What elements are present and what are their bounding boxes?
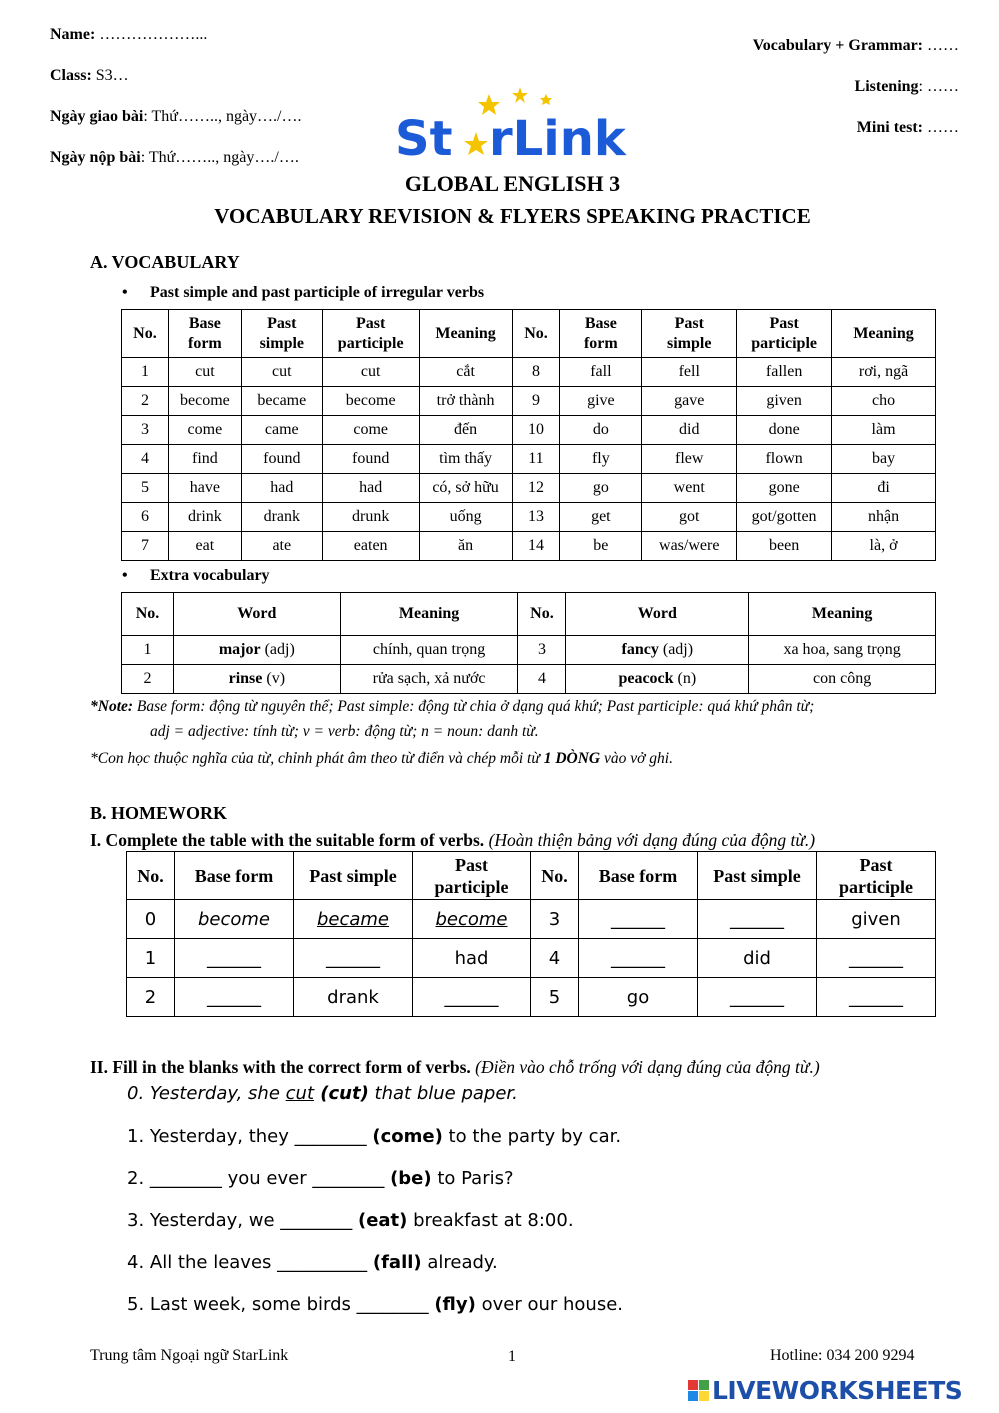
page-number: 1 [508, 1348, 516, 1365]
blank-input[interactable]: ______ [175, 978, 294, 1017]
sentence-4[interactable]: 4. All the leaves __________ (fall) already. [127, 1252, 498, 1273]
note-line-2: adj = adjective: tính từ; v = verb: động từ; n = noun: danh từ. [150, 723, 539, 740]
example-answer: became [294, 900, 413, 939]
col-past-simple: Past simple [642, 310, 737, 358]
class-line: Class: S3… [50, 67, 129, 84]
sentence-3[interactable]: 3. Yesterday, we ________ (eat) breakfast at 8:00. [127, 1210, 574, 1231]
blank-input[interactable]: ______ [817, 978, 936, 1017]
table-row: 6 drink drank drunk uống 13 get got got/gotten nhận [122, 503, 936, 532]
col-no: No. [122, 310, 169, 358]
section-a-heading: A. VOCABULARY [90, 252, 240, 272]
verb-forms-exercise-table [126, 851, 936, 1017]
sentence-5[interactable]: 5. Last week, some birds ________ (fly) over our house. [127, 1294, 623, 1315]
note-line-1: *Note: Base form: động từ nguyên thể; Past simple: động từ chia ở dạng quá khứ; Past participle: quá khứ phân từ; [90, 698, 815, 715]
irregular-verbs-heading: • Past simple and past participle of irregular verbs [150, 284, 484, 302]
table-header-row: No. Word Meaning No. Word Meaning [122, 593, 936, 636]
sentence-0-example: 0. Yesterday, she cut (cut) that blue paper. [127, 1083, 518, 1104]
blank-input[interactable]: ______ [579, 939, 698, 978]
irregular-verbs-table [121, 309, 936, 561]
starlink-logo [393, 84, 643, 166]
table-header-row: No. Base form Past simple Past participle No. Base form Past simple Past participle [127, 852, 936, 900]
page-subtitle: VOCABULARY REVISION & FLYERS SPEAKING PRACTICE [214, 204, 811, 228]
sentence-1[interactable]: 1. Yesterday, they ________ (come) to the party by car. [127, 1126, 622, 1147]
table-row: 1 major (adj) chính, quan trọng 3 fancy (adj) xa hoa, sang trọng [122, 636, 936, 665]
table-row: 4 find found found tìm thấy 11 fly flew flown bay [122, 445, 936, 474]
section-b-heading: B. HOMEWORK [90, 803, 228, 823]
svg-text:St: St [395, 111, 453, 166]
col-no: No. [512, 310, 560, 358]
table-row: 7 eat ate eaten ăn 14 be was/were been là, ở [122, 532, 936, 561]
note-line-3: *Con học thuộc nghĩa của từ, chỉnh phát âm theo từ điển và chép mỗi từ 1 DÒNG vào vở ghi. [90, 750, 673, 767]
assign-date-line: Ngày giao bài: Thứ…….., ngày…./…. [50, 108, 302, 125]
table-header-row [122, 310, 936, 358]
table-row: 2 become became become trở thành 9 give gave given cho [122, 387, 936, 416]
table-row: 1 cut cut cut cắt 8 fall fell fallen rơi, ngã [122, 358, 936, 387]
blank-input[interactable]: ______ [294, 939, 413, 978]
page-title: GLOBAL ENGLISH 3 [404, 171, 621, 196]
col-past-participle: Past participle [737, 310, 832, 358]
extra-vocab-heading: • Extra vocabulary [150, 567, 270, 585]
footer-center-name: Trung tâm Ngoại ngữ StarLink [90, 1347, 289, 1364]
col-meaning: Meaning [419, 310, 512, 358]
svg-text:rLink: rLink [489, 111, 626, 166]
footer-hotline: Hotline: 034 200 9294 [770, 1347, 915, 1364]
col-past-simple: Past simple [241, 310, 322, 358]
table-row: 3 come came come đến 10 do did done làm [122, 416, 936, 445]
table-row: 1 ______ ______ had 4 ______ did ______ [127, 939, 936, 978]
table-row: 0 become became become 3 ______ ______ given [127, 900, 936, 939]
liveworksheets-logo-icon [688, 1380, 709, 1401]
listening-score: Listening: …… [854, 78, 959, 95]
col-base-form: Base form [168, 310, 241, 358]
exercise-1-title: I. Complete the table with the suitable form of verbs. (Hoàn thiện bảng với dạng đúng của động từ.) [90, 830, 816, 850]
blank-input[interactable]: ______ [817, 939, 936, 978]
table-row: 2 rinse (v) rửa sạch, xả nước 4 peacock (n) con công [122, 665, 936, 694]
col-past-participle: Past participle [322, 310, 419, 358]
liveworksheets-brand: LIVEWORKSHEETS [688, 1375, 962, 1405]
name-line: Name: ………………... [50, 26, 208, 43]
blank-input[interactable]: ______ [175, 939, 294, 978]
example-answer: become [413, 900, 531, 939]
blank-input[interactable]: ______ [698, 900, 817, 939]
submit-date-line: Ngày nộp bài: Thứ…….., ngày…./…. [50, 149, 299, 166]
logo-stars-icon [393, 84, 643, 166]
extra-vocab-table [121, 592, 936, 694]
blank-input[interactable]: ______ [698, 978, 817, 1017]
table-row: 2 ______ drank ______ 5 go ______ ______ [127, 978, 936, 1017]
blank-input[interactable]: ______ [413, 978, 531, 1017]
sentence-2[interactable]: 2. ________ you ever ________ (be) to Paris? [127, 1168, 514, 1189]
minitest-score: Mini test: …… [856, 119, 959, 136]
exercise-2-title: II. Fill in the blanks with the correct form of verbs. (Điền vào chỗ trống với dạng đúng của động từ.) [90, 1057, 820, 1077]
blank-input[interactable]: ______ [579, 900, 698, 939]
vocab-grammar-score: Vocabulary + Grammar: …… [752, 37, 959, 54]
table-row: 5 have had had có, sở hữu 12 go went gone đi [122, 474, 936, 503]
col-base-form: Base form [560, 310, 642, 358]
col-meaning: Meaning [832, 310, 936, 358]
